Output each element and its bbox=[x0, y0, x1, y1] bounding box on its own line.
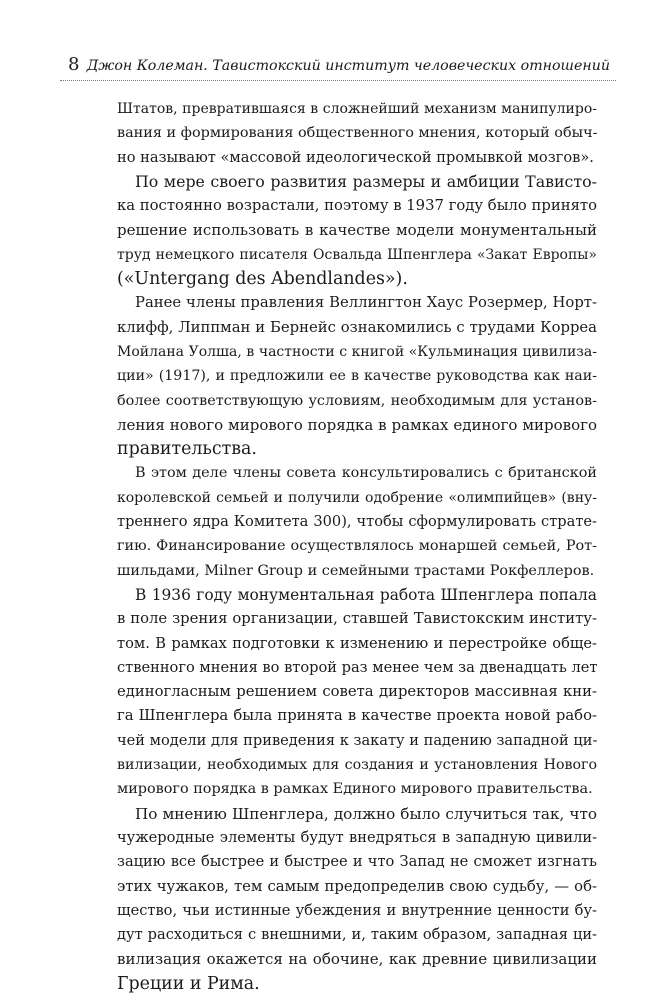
text-line: Мойлана Уолша, в частности с книгой «Кульминация цивилиза- bbox=[117, 343, 597, 360]
text-line: щество, чьи истинные убеждения и внутренние ценности бу- bbox=[117, 901, 597, 919]
text-line: более соответствующую условиям, необходимым для установ- bbox=[117, 392, 597, 409]
body-text bbox=[117, 97, 597, 996]
text-line: правительства. bbox=[117, 439, 257, 460]
page-number: 8 bbox=[68, 54, 80, 75]
text-line: В 1936 году монументальная работа Шпенглера попала bbox=[135, 585, 597, 604]
text-line: дут расходиться с внешними, и, таким образом, западная ци- bbox=[117, 926, 597, 944]
text-line: вания и формирования общественного мнения, который обыч- bbox=[117, 125, 598, 142]
text-line: ственного мнения во второй раз менее чем за двенадцать лет bbox=[117, 658, 598, 676]
text-line: По мере своего развития размеры и амбиции Тависто- bbox=[135, 171, 597, 191]
text-line: вилизации, необходимых для создания и установления Нового bbox=[117, 757, 597, 774]
text-line: ции» (1917), и предложили ее в качестве руководства как наи- bbox=[117, 368, 597, 385]
text-line: единогласным решением совета директоров массивная кни- bbox=[117, 683, 597, 701]
text-line: Греции и Рима. bbox=[117, 973, 260, 994]
text-line: решение использовать в качестве модели монументальный bbox=[117, 221, 597, 240]
text-line: в поле зрения организации, ставшей Тавистокским институ- bbox=[117, 610, 597, 628]
text-line: шильдами, Milner Group и семейными трастами Рокфеллеров. bbox=[117, 562, 595, 579]
text-line: чей модели для приведения к закату и падению западной ци- bbox=[117, 731, 598, 749]
text-line: чужеродные элементы будут внедряться в западную цивили- bbox=[117, 828, 597, 846]
text-line: («Untergang des Abendlandes»). bbox=[117, 269, 408, 290]
running-header bbox=[60, 52, 616, 81]
text-line: В этом деле члены совета консультировались с британской bbox=[135, 465, 597, 482]
text-line: треннего ядра Комитета 300), чтобы сформулировать страте- bbox=[117, 513, 597, 531]
text-line: клифф, Липпман и Бернейс ознакомились с трудами Корреа bbox=[117, 318, 597, 336]
text-line: По мнению Шпенглера, должно было случиться так, что bbox=[135, 804, 597, 823]
text-line: ления нового мирового порядка в рамках единого мирового bbox=[117, 415, 597, 434]
text-line: гию. Финансирование осуществлялось монаршей семьей, Рот- bbox=[117, 538, 597, 555]
text-line: ка постоянно возрастали, поэтому в 1937 году было принято bbox=[117, 197, 597, 215]
text-line: Штатов, превратившаяся в сложнейший механизм манипулиро- bbox=[117, 101, 597, 117]
text-line: вилизация окажется на обочине, как древние цивилизации bbox=[117, 950, 597, 969]
text-line: том. В рамках подготовки к изменению и перестройке обще- bbox=[117, 634, 597, 652]
text-line: га Шпенглера была принята в качестве проекта новой рабо- bbox=[117, 707, 597, 725]
running-title: Джон Колеман. Тавистокский институт человеческих отношений bbox=[86, 58, 610, 74]
text-line: зацию все быстрее и быстрее и что Запад не сможет изгнать bbox=[117, 853, 597, 871]
text-line: но называют «массовой идеологической промывкой мозгов». bbox=[117, 148, 594, 166]
text-line: королевской семьей и получили одобрение «олимпийцев» (вну- bbox=[117, 489, 597, 506]
text-line: этих чужаков, тем самым предопределив свою судьбу, — об- bbox=[117, 877, 597, 895]
text-line: труд немецкого писателя Освальда Шпенглера «Закат Европы» bbox=[117, 246, 597, 263]
text-line: мирового порядка в рамках Единого мирового правительства. bbox=[117, 781, 593, 798]
text-line: Ранее члены правления Веллингтон Хаус Розермер, Норт- bbox=[135, 294, 597, 312]
